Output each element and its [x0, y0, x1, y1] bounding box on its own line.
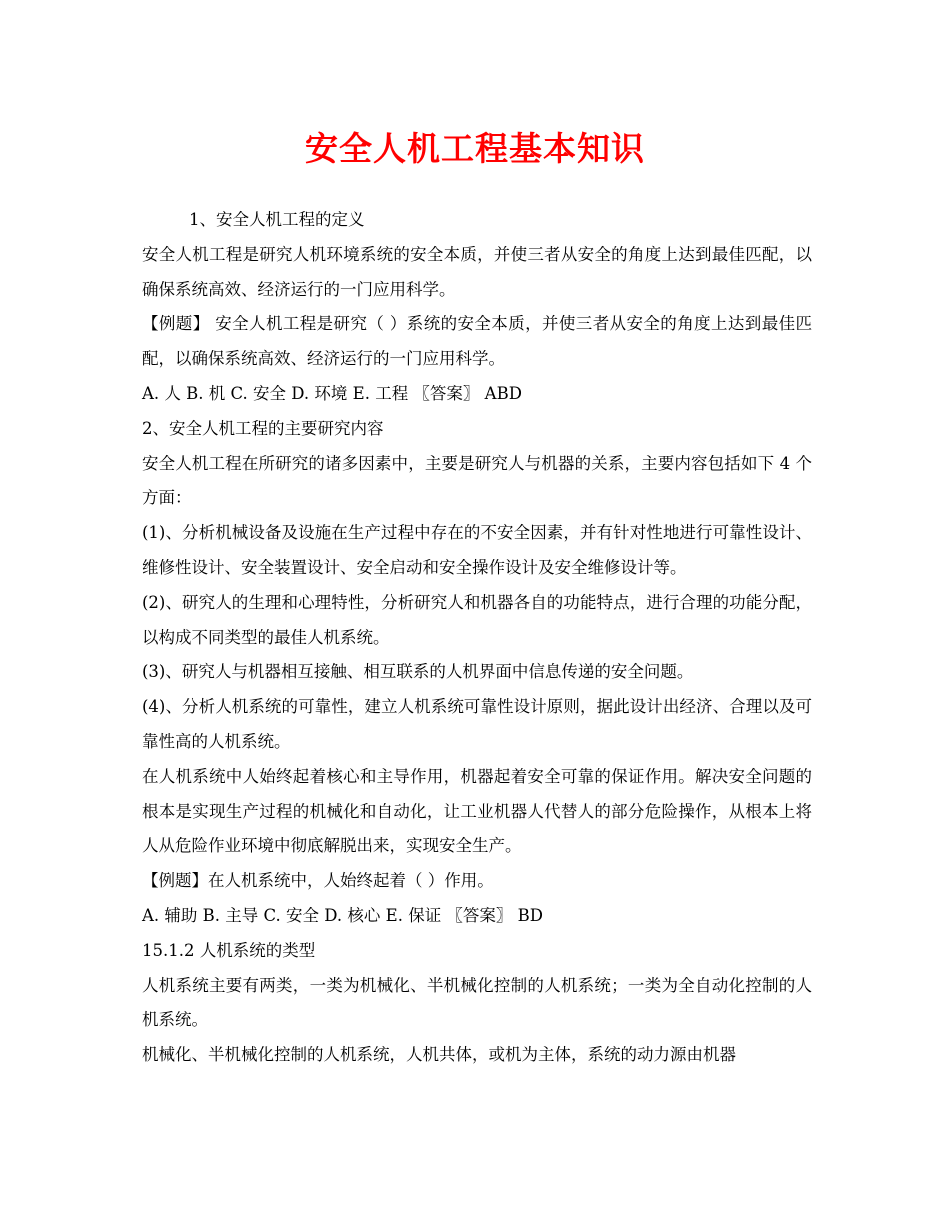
section-heading-definition: 1、安全人机工程的定义: [189, 210, 365, 229]
example-question-1: 【例题】 安全人机工程是研究（ ）系统的安全本质，并使三者从安全的角度上达到最佳匹配，以确保系统高效、经济运行的一门应用科学。: [142, 314, 812, 369]
list-item-2: (2)、研究人的生理和心理特性，分析研究人和机器各自的功能特点，进行合理的功能分配，以构成不同类型的最佳人机系统。: [142, 592, 812, 647]
section-heading-research: 2、安全人机工程的主要研究内容: [142, 418, 384, 438]
document-body: [142, 203, 812, 1073]
example-options-2: A. 辅助 B. 主导 C. 安全 D. 核心 E. 保证 〖答案〗 BD: [142, 905, 544, 925]
paragraph-core-role: 在人机系统中人始终起着核心和主导作用，机器起着安全可靠的保证作用。解决安全问题的根本是实现生产过程的机械化和自动化，让工业机器人代替人的部分危险操作，从根本上将人从危险作业环境中彻底解脱出来，实现安全生产。: [142, 766, 812, 856]
example-options-1: A. 人 B. 机 C. 安全 D. 环境 E. 工程 〖答案〗 ABD: [142, 383, 522, 403]
paragraph-types: 人机系统主要有两类，一类为机械化、半机械化控制的人机系统；一类为全自动化控制的人机系统。: [142, 975, 812, 1030]
paragraph-definition: 安全人机工程是研究人机环境系统的安全本质，并使三者从安全的角度上达到最佳匹配，以确保系统高效、经济运行的一门应用科学。: [142, 244, 812, 299]
paragraph-mechanized: 机械化、半机械化控制的人机系统，人机共体，或机为主体，系统的动力源由机器: [142, 1045, 736, 1065]
list-item-1: (1)、分析机械设备及设施在生产过程中存在的不安全因素，并有针对性地进行可靠性设计、维修性设计、安全装置设计、安全启动和安全操作设计及安全维修设计等。: [142, 523, 812, 577]
list-item-3: (3)、研究人与机器相互接触、相互联系的人机界面中信息传递的安全问题。: [142, 662, 694, 682]
document-title: 安全人机工程基本知识: [305, 129, 645, 168]
list-item-4: (4)、分析人机系统的可靠性，建立人机系统可靠性设计原则，据此设计出经济、合理以及可靠性高的人机系统。: [142, 697, 812, 751]
paragraph-research-intro: 安全人机工程在所研究的诸多因素中，主要是研究人与机器的关系，主要内容包括如下 4 个方面：: [142, 453, 812, 508]
example-question-2: 【例题】在人机系统中，人始终起着（ ）作用。: [142, 871, 494, 891]
section-heading-types: 15.1.2 人机系统的类型: [142, 940, 316, 960]
